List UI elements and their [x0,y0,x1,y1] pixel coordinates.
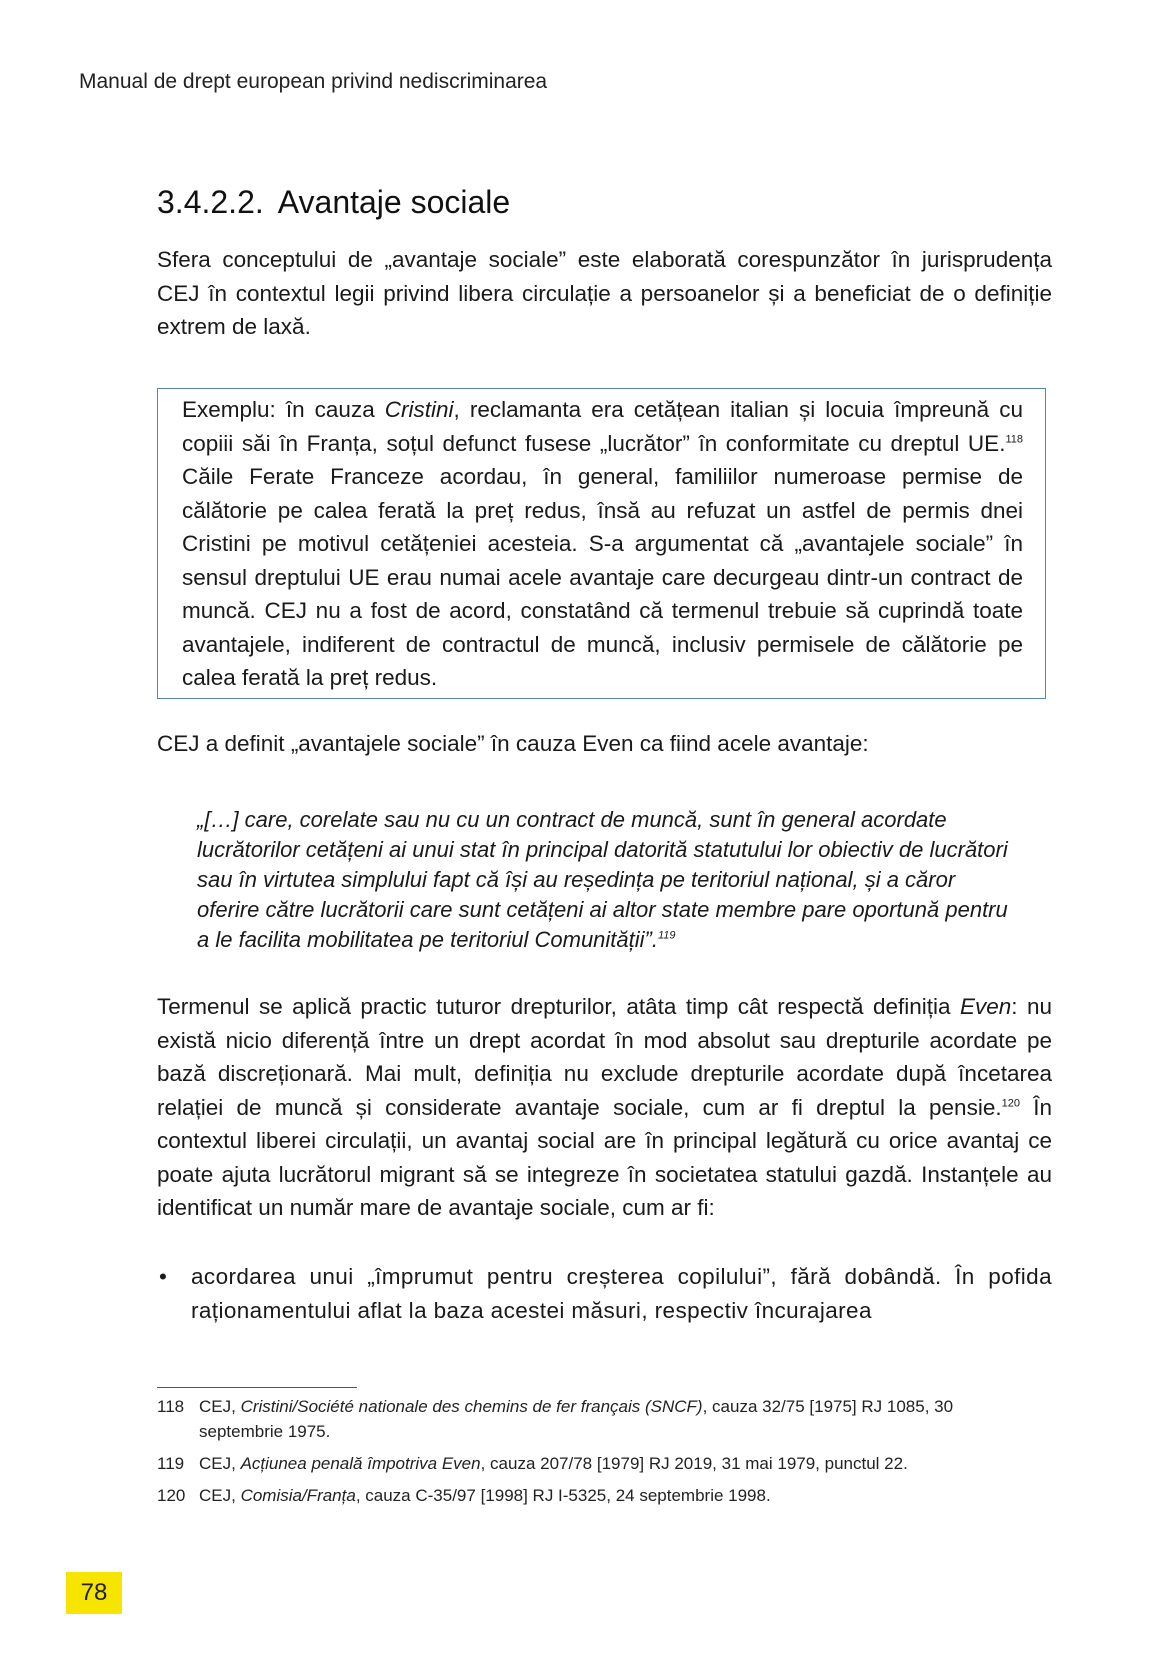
running-header: Manual de drept european privind nediscriminarea [79,70,548,93]
footnote-number: 118 [157,1397,185,1416]
footnote-divider [157,1387,357,1388]
case-name: Cristini [384,397,454,422]
bullet-item [157,1260,1052,1328]
example-text: Exemplu: în cauza Cristini, reclamanta era cetățean italian și locuia împreună cu copiii săi în Franța, soțul defunct fusese „lucrător” în conformitate cu dreptul UE.$^{118}$ Căile Ferate Franceze acordau, în general, familiilor numeroase permise de călătorie pe calea ferată la preț redus, însă au refuzat un astfel de permis dnei Cristini pe motivul cetățeniei acesteia. S-a argumentat că „avantajele sociale” în sensul dreptului UE erau numai acele avantaje care decurgeau dintr-un contract de muncă. CEJ nu a fost de acord, constatând că termenul trebuie să cuprindă toate avantajele, indiferent de contractul de muncă, inclusiv permisele de călătorie pe calea ferată la preț redus. [182,397,1023,690]
bullet-marker: • [159,1264,167,1289]
footnote-ref[interactable]: 118 [1005,433,1023,445]
footnote-number: 119 [157,1454,185,1473]
example-box [157,388,1046,699]
page-number: 78 [66,1572,122,1614]
footnote: 118 CEJ, Cristini/Société nationale des chemins de fer français (SNCF), cauza 32/75 [1975] RJ 1085, 30 septembrie 1975. [157,1394,1017,1444]
footnote-ref[interactable]: 120 [1001,1097,1020,1109]
case-name: Even [959,994,1012,1019]
footnote-ref[interactable]: 119 [657,929,676,942]
footnote: 119 CEJ, Acțiunea penală împotriva Even, cauza 207/78 [1979] RJ 2019, 31 mai 1979, punctul 22. [157,1451,1017,1476]
body-paragraph: Termenul se aplică practic tuturor drepturilor, atâta timp cât respectă definiția Even: nu există nicio diferență între un drept acordat în mod absolut sau drepturile acordate pe bază discreționară. Mai mult, definiția nu exclude drepturile acordate după încetarea relației de muncă și considerate avantaje sociale, cum ar fi dreptul la pensie.$^{120}$ În contextul liberei circulații, un avantaj social are în principal legătură cu orice avantaj ce poate ajuta lucrătorul migrant să se integreze în societatea statului gazdă. Instanțele au identificat un număr mare de avantaje sociale, cum ar fi: [157,994,1053,1220]
intro-paragraph: Sfera conceptului de „avantaje sociale” este elaborată corespunzător în jurisprudența CEJ în contextul legii privind libera circulație a persoanelor și a beneficiat de o definiție extrem de laxă. [157,247,1052,339]
definition-intro: CEJ a definit „avantajele sociale” în cauza Even ca fiind acele avantaje: [157,731,869,756]
quote-text: „[…] care, corelate sau nu cu un contract de muncă, sunt în general acordate lucrătorilor cetățeni ai unui stat în principal datorită statutului lor obiectiv de lucrători sau în virtutea simplului fapt că își au reședința pe teritoriul național, și a căror oferire către lucrătorii care sunt cetățeni ai altor state membre pare oportună pentru a le facilita mobilitatea pe teritoriul Comunității”. [197,807,1008,952]
section-heading [157,184,510,221]
bullet-text: acordarea unui „împrumut pentru creșterea copilului”, fără dobândă. În pofida raționamentului aflat la baza acestei măsuri, respectiv încurajarea [191,1264,1052,1323]
section-number: 3.4.2.2. [157,184,264,220]
section-title: Avantaje sociale [277,184,511,220]
footnotes [157,1394,1017,1515]
footnote: 120 CEJ, Comisia/Franța, cauza C-35/97 [1998] RJ I-5325, 24 septembrie 1998. [157,1483,1017,1508]
footnote-number: 120 [157,1486,186,1505]
block-quote [197,805,1012,955]
